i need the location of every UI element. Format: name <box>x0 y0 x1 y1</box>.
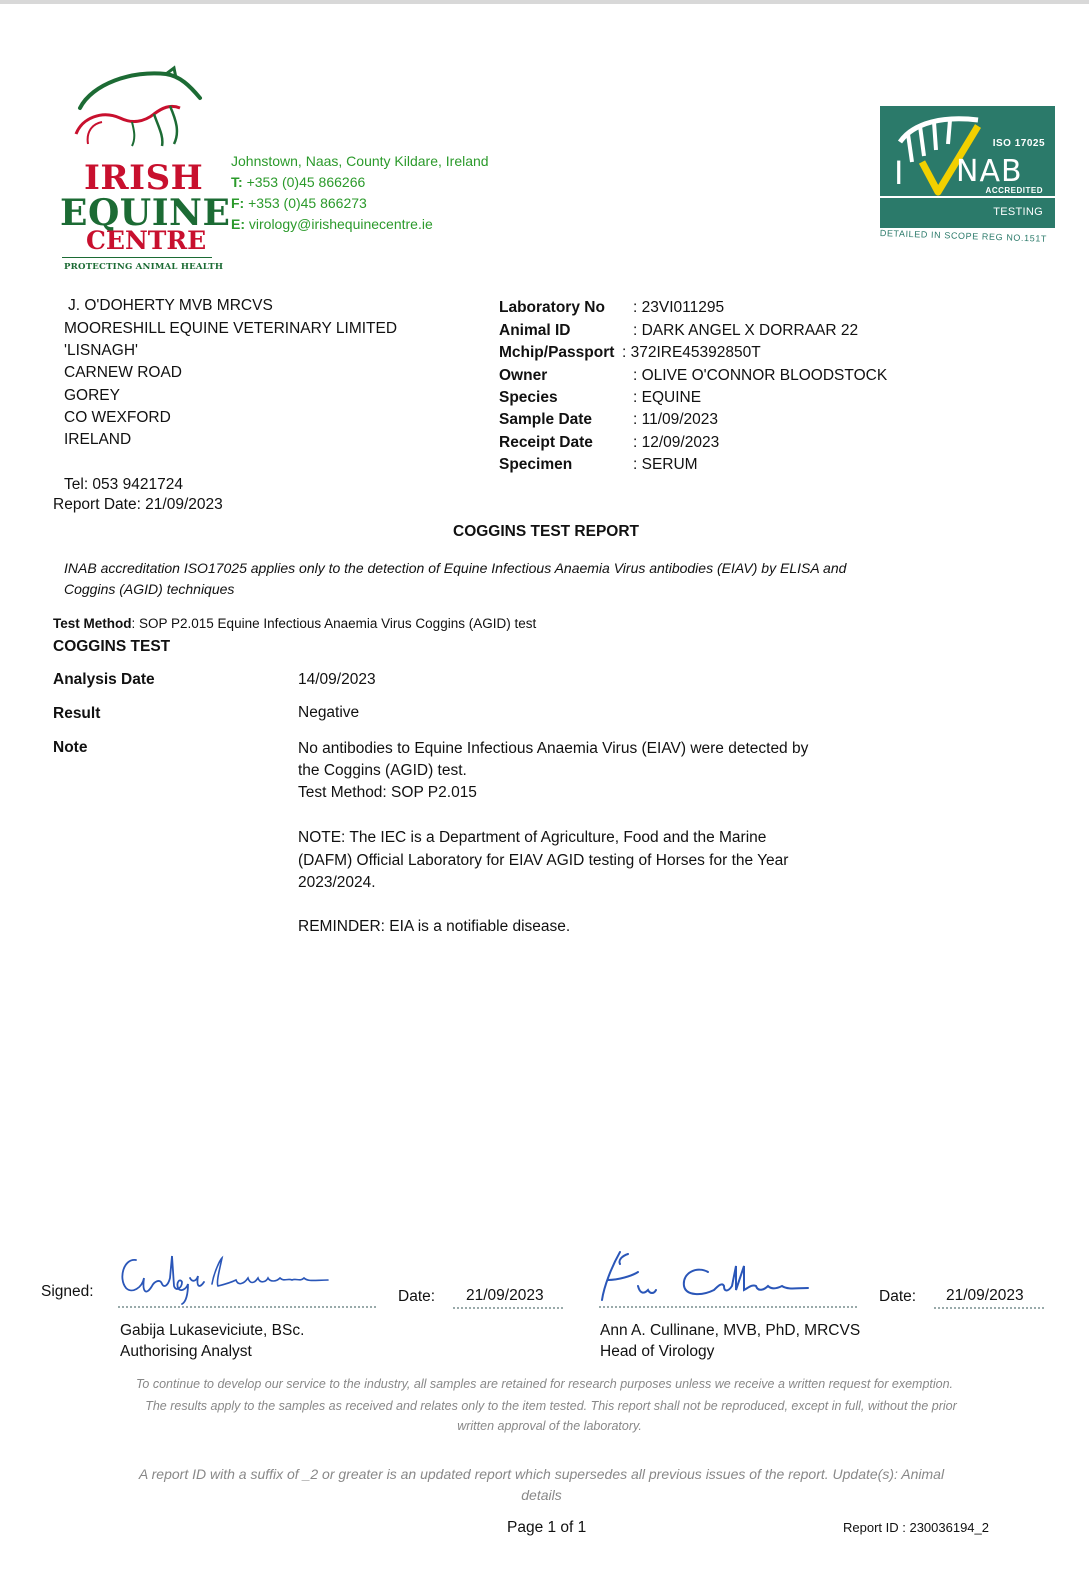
sample-label-receipt-date: Receipt Date <box>499 434 593 451</box>
note-line-3: Test Method: SOP P2.015 <box>298 784 477 801</box>
disclaimer-line-1: To continue to develop our service to the industry, all samples are retained for research purposes unless we receive a written request for exemption. <box>135 1377 954 1391</box>
sample-label-passport: Mchip/Passport <box>499 344 615 361</box>
accreditation-note-line-2: Coggins (AGID) techniques <box>64 581 235 597</box>
lab-phone <box>231 174 365 190</box>
date-1-value: 21/09/2023 <box>466 1287 544 1304</box>
sample-value-animal-id: : DARK ANGEL X DORRAAR 22 <box>633 322 859 339</box>
signature-1-image <box>116 1248 336 1308</box>
top-border <box>0 0 1089 4</box>
logo-tagline: PROTECTING ANIMAL HEALTH <box>64 262 224 272</box>
report-id: Report ID : 230036194_2 <box>843 1520 989 1535</box>
report-date: Report Date: 21/09/2023 <box>53 496 223 513</box>
dafm-note-line-2: (DAFM) Official Laboratory for EIAV AGID testing of Horses for the Year <box>298 852 789 869</box>
signature-1-line <box>118 1306 376 1308</box>
inab-scope-label: DETAILED IN SCOPE REG NO.151T <box>879 228 1048 244</box>
logo-divider <box>62 257 212 258</box>
inab-i-letter: I <box>894 154 904 192</box>
recipient-line-3: 'LISNAGH' <box>64 342 138 359</box>
sample-value-lab-no: : 23VI011295 <box>633 299 725 316</box>
signature-2-image <box>598 1246 818 1308</box>
result-label: Result <box>53 705 101 722</box>
date-2-value: 21/09/2023 <box>946 1287 1024 1304</box>
logo-text-centre: CENTRE <box>86 226 207 255</box>
lab-email <box>231 216 433 232</box>
sample-label-lab-no: Laboratory No <box>499 299 605 316</box>
signer-2-role: Head of Virology <box>600 1343 715 1360</box>
report-title: COGGINS TEST REPORT <box>453 523 640 540</box>
analysis-date-label: Analysis Date <box>53 671 155 688</box>
sample-label-sample-date: Sample Date <box>499 411 593 428</box>
dafm-note-line-1: NOTE: The IEC is a Department of Agriculture, Food and the Marine <box>298 829 767 846</box>
email-value: virology@irishequinecentre.ie <box>248 216 433 232</box>
test-method-label: Test Method <box>53 616 132 631</box>
inab-iso-label: ISO 17025 <box>992 138 1045 149</box>
recipient-line-1: J. O'DOHERTY MVB MRCVS <box>68 297 273 314</box>
email-label: E: <box>231 216 245 232</box>
signer-2-name: Ann A. Cullinane, MVB, PhD, MRCVS <box>600 1322 861 1339</box>
date-2-label: Date: <box>879 1288 917 1305</box>
reminder: REMINDER: EIA is a notifiable disease. <box>298 918 571 935</box>
sample-value-specimen: : SERUM <box>633 456 698 473</box>
note-line-1: No antibodies to Equine Infectious Anaemia Virus (EIAV) were detected by <box>298 740 809 757</box>
result-value: Negative <box>298 704 360 721</box>
lab-fax <box>231 195 367 211</box>
recipient-line-2: MOORESHILL EQUINE VETERINARY LIMITED <box>64 320 398 337</box>
sample-value-species: : EQUINE <box>633 389 702 406</box>
phone-label: T: <box>231 174 243 190</box>
dafm-note-line-3: 2023/2024. <box>298 874 376 891</box>
page-number: Page 1 of 1 <box>507 1519 587 1536</box>
signed-label: Signed: <box>41 1283 94 1300</box>
sample-label-animal-id: Animal ID <box>499 322 571 339</box>
signer-1-name: Gabija Lukaseviciute, BSc. <box>120 1322 305 1339</box>
test-method-line <box>53 616 536 631</box>
sample-value-owner: : OLIVE O'CONNOR BLOODSTOCK <box>633 367 888 384</box>
sample-label-species: Species <box>499 389 558 406</box>
inab-testing-band <box>880 196 1055 224</box>
test-method-value: : SOP P2.015 Equine Infectious Anaemia Virus Coggins (AGID) test <box>131 616 537 631</box>
disclaimer-line-2: The results apply to the samples as received and relates only to the item tested. This report shall not be reproduced, except in full, without the prior <box>145 1399 957 1413</box>
logo-text-irish: IRISH <box>84 158 204 198</box>
date-2-line <box>934 1307 1044 1309</box>
update-note-line-2: details <box>521 1487 562 1503</box>
inab-testing-label: TESTING <box>993 206 1043 218</box>
inab-nab-letters: NAB <box>956 154 1023 189</box>
date-1-label: Date: <box>398 1288 436 1305</box>
recipient-line-7: IRELAND <box>64 431 132 448</box>
update-note-line-1: A report ID with a suffix of _2 or greater is an updated report which supersedes all previous issues of the report. Update(s): Animal <box>138 1466 945 1482</box>
disclaimer-line-3: written approval of the laboratory. <box>457 1419 642 1433</box>
analysis-date-value: 14/09/2023 <box>298 671 376 688</box>
sample-label-owner: Owner <box>499 367 548 384</box>
accreditation-note-line-1: INAB accreditation ISO17025 applies only to the detection of Equine Infectious Anaemia Virus antibodies (EIAV) by ELISA and <box>64 560 847 576</box>
date-1-line <box>453 1307 563 1309</box>
fax-label: F: <box>231 195 245 211</box>
sample-label-specimen: Specimen <box>499 456 573 473</box>
recipient-line-5: GOREY <box>64 387 120 404</box>
recipient-line-4: CARNEW ROAD <box>64 364 182 381</box>
fax-value: +353 (0)45 866273 <box>248 195 367 211</box>
signature-2-line <box>599 1306 857 1308</box>
lab-address: Johnstown, Naas, County Kildare, Ireland <box>231 153 489 169</box>
sample-value-sample-date: : 11/09/2023 <box>633 411 719 428</box>
inab-accredited-label: ACCREDITED <box>985 186 1043 195</box>
sample-value-passport: : 372IRE45392850T <box>622 344 761 361</box>
signer-1-role: Authorising Analyst <box>120 1343 252 1360</box>
note-line-2: the Coggins (AGID) test. <box>298 762 467 779</box>
recipient-tel: Tel: 053 9421724 <box>64 476 183 493</box>
recipient-line-6: CO WEXFORD <box>64 409 171 426</box>
section-title: COGGINS TEST <box>53 638 171 655</box>
logo-text-equine: EQUINE <box>60 192 231 234</box>
sample-value-receipt-date: : 12/09/2023 <box>633 434 720 451</box>
inab-accreditation-logo <box>880 106 1055 228</box>
note-label: Note <box>53 739 88 756</box>
horse-logo-icon <box>62 64 212 159</box>
phone-value: +353 (0)45 866266 <box>246 174 366 190</box>
